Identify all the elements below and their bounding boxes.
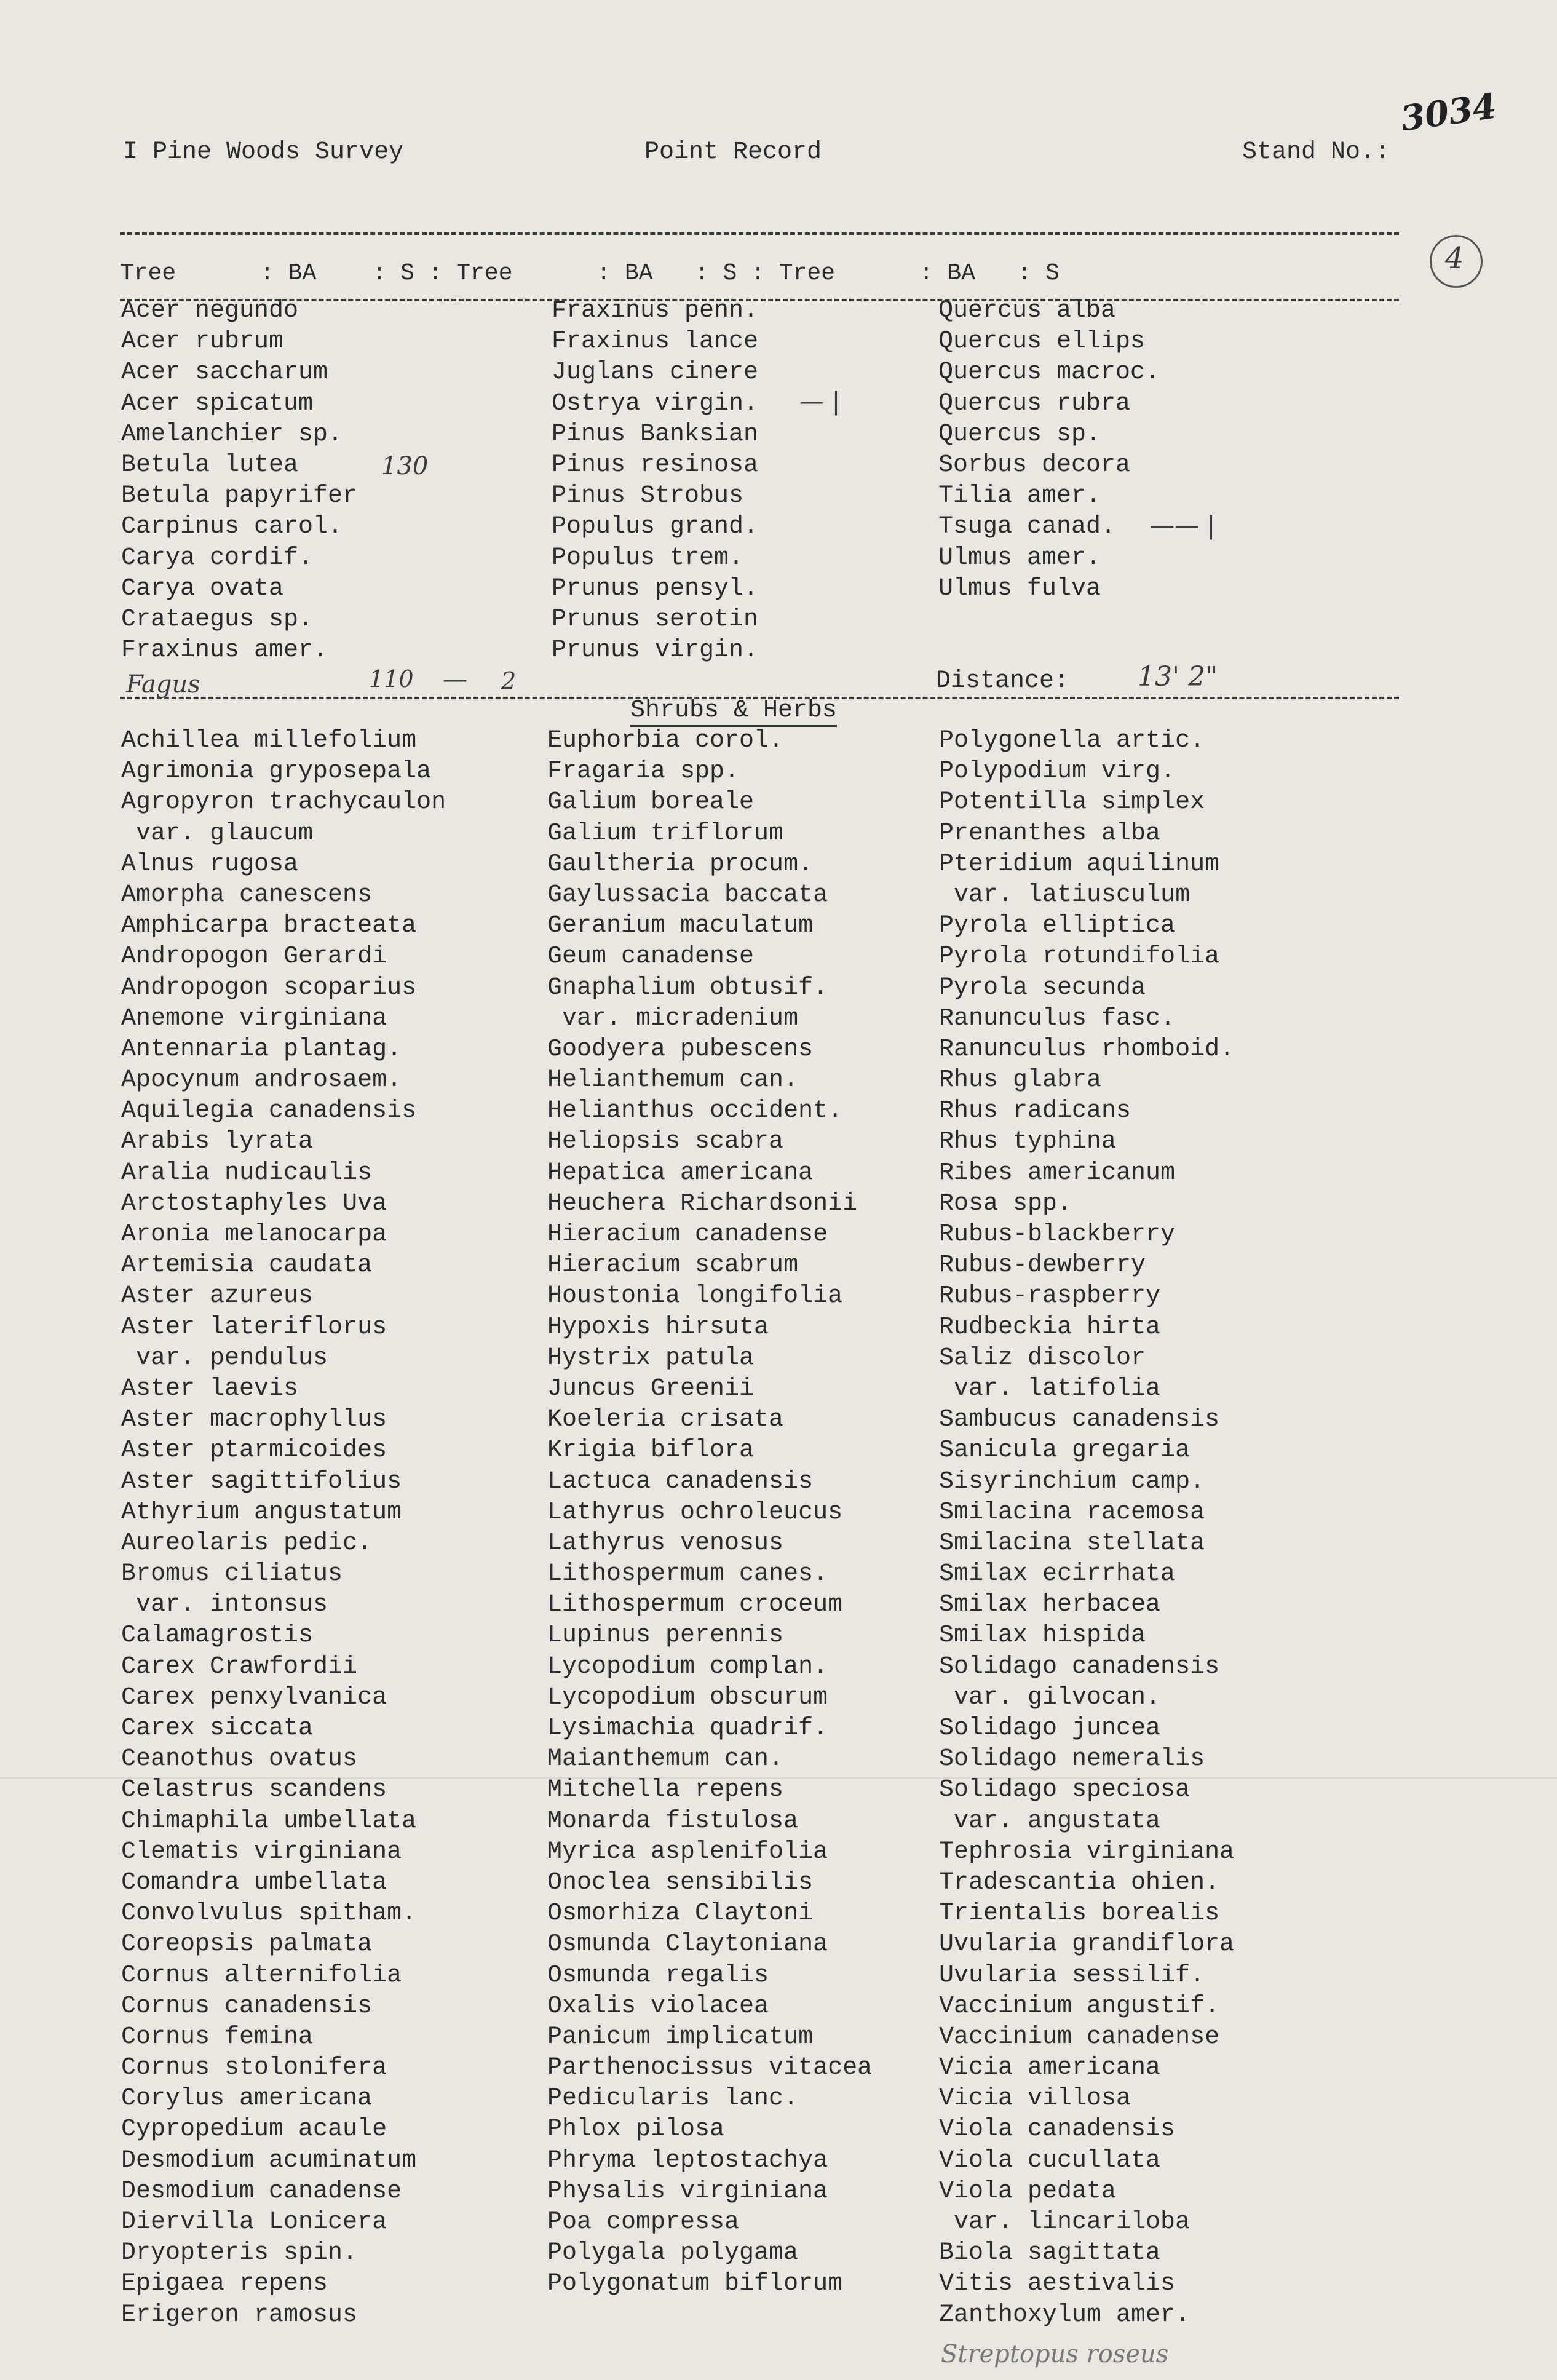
plant-item: Desmodium canadense [121, 2177, 402, 2205]
tree-item: Populus grand. [552, 513, 759, 541]
plant-item: Pyrola secunda [939, 974, 1146, 1002]
plant-item: Maianthemum can. [547, 1745, 784, 1774]
plant-item: Fragaria spp. [547, 758, 740, 786]
plant-item: Ribes americanum [939, 1159, 1176, 1187]
plant-item: Sanicula gregaria [939, 1437, 1191, 1465]
plant-item: Viola pedata [939, 2177, 1117, 2205]
handwritten-fagus: Fagus [126, 670, 200, 699]
plant-item: Aquilegia canadensis [121, 1097, 417, 1125]
plant-item: Sisyrinchium camp. [939, 1467, 1205, 1496]
tree-item: Prunus virgin. [552, 637, 759, 665]
plant-item: Rubus-raspberry [939, 1282, 1161, 1311]
plant-item: Solidago speciosa [939, 1776, 1191, 1804]
tree-item: Quercus rubra [938, 389, 1131, 418]
plant-item: Geranium maculatum [547, 912, 814, 940]
plant-item: Gaultheria procum. [547, 850, 814, 878]
distance-value: 13' 2" [1138, 661, 1218, 692]
plant-item: Uvularia grandiflora [939, 1930, 1235, 1959]
tree-item: Carya ovata [121, 574, 284, 603]
plant-item: Lithospermum croceum [547, 1591, 843, 1619]
tree-column-1 [121, 296, 357, 666]
plant-item: Athyrium angustatum [121, 1498, 402, 1526]
plant-item: Geum canadense [547, 943, 755, 971]
handwritten-ba-110: 110 [369, 665, 414, 692]
plant-item: var. pendulus [121, 1344, 328, 1372]
tree-item: Sorbus decora [938, 451, 1131, 479]
plant-item: Vitis aestivalis [939, 2270, 1176, 2298]
plant-item: Heliopsis scabra [547, 1128, 784, 1156]
plant-item: Uvularia sessilif. [939, 1961, 1205, 1989]
plant-item: Zanthoxylum amer. [939, 2301, 1191, 2329]
tree-column-2 [552, 296, 758, 666]
plant-item: Vicia americana [939, 2054, 1161, 2082]
plant-item: Diervilla Lonicera [121, 2208, 387, 2236]
plant-item: Helianthemum can. [547, 1066, 799, 1095]
handwritten-dash-110: — [443, 665, 467, 694]
plant-item: Lactuca canadensis [547, 1467, 814, 1496]
plant-item: Koeleria crisata [547, 1406, 784, 1434]
plant-item: Carex penxylvanica [121, 1683, 387, 1712]
plant-item: Cypropedium acaule [121, 2116, 387, 2144]
plant-item: Phryma leptostachya [547, 2146, 828, 2175]
tree-item: Quercus ellips [938, 328, 1146, 356]
plant-item: Pyrola rotundifolia [939, 943, 1220, 971]
record-type: Point Record [644, 138, 822, 166]
plant-item: Vaccinium angustif. [939, 1992, 1220, 2020]
plant-item: Anemone virginiana [121, 1004, 387, 1033]
plant-item: Erigeron ramosus [121, 2301, 358, 2329]
plant-item: Comandra umbellata [121, 1868, 387, 1897]
plant-item: Panicum implicatum [547, 2023, 814, 2051]
plant-item: Alnus rugosa [121, 850, 299, 878]
tree-item: Juglans cinere [552, 359, 759, 387]
plant-item: Chimaphila umbellata [121, 1807, 417, 1835]
tree-item: Carpinus carol. [121, 513, 343, 541]
plant-item: Osmunda regalis [547, 1961, 769, 1989]
tree-item: Fraxinus penn. [552, 297, 759, 325]
plant-item: var. latifolia [939, 1374, 1161, 1403]
plant-item: Polygala polygama [547, 2239, 799, 2267]
plant-item: Houstonia longifolia [547, 1282, 843, 1311]
plant-item: Agrimonia gryposepala [121, 758, 432, 786]
tree-item: Betula lutea [121, 451, 299, 479]
plant-item: Gaylussacia baccata [547, 881, 828, 909]
plant-item: Osmorhiza Claytoni [547, 1900, 814, 1928]
plant-item: Hystrix patula [547, 1344, 755, 1372]
tree-item: Quercus macroc. [938, 359, 1160, 387]
plant-item: Goodyera pubescens [547, 1035, 814, 1063]
tree-item: Ulmus fulva [938, 574, 1101, 603]
plant-item: Desmodium acuminatum [121, 2146, 417, 2175]
plant-item: Apocynum androsaem. [121, 1066, 402, 1095]
plant-item: var. lincariloba [939, 2208, 1191, 2236]
plant-item: var. intonsus [121, 1591, 328, 1619]
tree-item: Quercus alba [938, 297, 1116, 325]
plant-item: Lycopodium complan. [547, 1652, 828, 1681]
paper-fold [0, 1777, 1557, 1779]
plant-item: Viola cucullata [939, 2146, 1161, 2175]
plant-item: Parthenocissus vitacea [547, 2054, 873, 2082]
plant-item: Osmunda Claytoniana [547, 1930, 828, 1959]
plant-item: Tradescantia ohien. [939, 1868, 1220, 1897]
plant-item: Polygonella artic. [939, 727, 1205, 755]
plant-item: var. latiusculum [939, 881, 1191, 909]
plant-item: Smilacina stellata [939, 1529, 1205, 1557]
plant-item: Hypoxis hirsuta [547, 1313, 769, 1341]
tree-item: Amelanchier sp. [121, 420, 343, 448]
plant-item: Lycopodium obscurum [547, 1683, 828, 1712]
plant-item: Monarda fistulosa [547, 1807, 799, 1835]
plant-item: Rudbeckia hirta [939, 1313, 1161, 1341]
plant-item: Lathyrus venosus [547, 1529, 784, 1557]
plant-item: Potentilla simplex [939, 788, 1205, 817]
plant-item: Euphorbia corol. [547, 727, 784, 755]
tree-item: Crataegus sp. [121, 605, 314, 633]
plant-item: var. micradenium [547, 1004, 799, 1033]
plant-item: Amphicarpa bracteata [121, 912, 417, 940]
plant-item: Krigia biflora [547, 1437, 755, 1465]
plant-item: Andropogon scoparius [121, 974, 417, 1002]
plant-item: Ranunculus rhomboid. [939, 1035, 1235, 1063]
tree-column-3 [938, 296, 1160, 605]
plant-item: Smilax hispida [939, 1622, 1146, 1650]
plant-item: Achillea millefolium [121, 727, 417, 755]
tree-item: Prunus pensyl. [552, 574, 759, 603]
handwritten-streptopus: Streptopus roseus [941, 2340, 1169, 2368]
tree-item: Fraxinus amer. [121, 637, 328, 665]
tree-item: Acer spicatum [121, 389, 314, 418]
plant-item: Ranunculus fasc. [939, 1004, 1176, 1033]
top-dashed-rule [120, 232, 1399, 235]
plant-item: Aralia nudicaulis [121, 1159, 373, 1187]
plant-item: Smilax herbacea [939, 1591, 1161, 1619]
plant-item: Lupinus perennis [547, 1622, 784, 1650]
plant-item: Pedicularis lanc. [547, 2085, 799, 2113]
plant-item: Dryopteris spin. [121, 2239, 358, 2267]
plant-item: Myrica asplenifolia [547, 1838, 828, 1866]
plant-item: Calamagrostis [121, 1622, 314, 1650]
plant-item: Aster macrophyllus [121, 1406, 387, 1434]
plant-item: Galium boreale [547, 788, 755, 817]
tree-item: Fraxinus lance [552, 328, 759, 356]
tree-item: Pinus Strobus [552, 482, 744, 510]
tree-item: Ostrya virgin. [552, 389, 759, 418]
plant-item: Cornus femina [121, 2023, 314, 2051]
plant-item: Cornus alternifolia [121, 1961, 402, 1989]
plant-item: Ceanothus ovatus [121, 1745, 358, 1774]
plant-item: Solidago nemeralis [939, 1745, 1205, 1774]
plant-item: Vicia villosa [939, 2085, 1131, 2113]
plant-item: Carex siccata [121, 1715, 314, 1742]
plant-item: Smilax ecirrhata [939, 1560, 1176, 1589]
stand-label: Stand No.: [1242, 138, 1390, 166]
stand-number-handwritten: 3034 [1398, 85, 1499, 140]
plant-item: Aster azureus [121, 1282, 314, 1311]
plant-item: Pyrola elliptica [939, 912, 1176, 940]
plant-item: Gnaphalium obtusif. [547, 974, 828, 1002]
plant-item: var. angustata [939, 1807, 1161, 1835]
plant-item: Corylus americana [121, 2085, 373, 2113]
shrubs-column-3 [939, 726, 1234, 2331]
plant-item: Rubus-dewberry [939, 1251, 1146, 1280]
plant-item: Lysimachia quadrif. [547, 1715, 828, 1742]
plant-item: Amorpha canescens [121, 881, 373, 909]
plant-item: Aster sagittifolius [121, 1467, 402, 1496]
tree-item: Pinus resinosa [552, 451, 759, 479]
plant-item: Sambucus canadensis [939, 1406, 1220, 1434]
plant-item: Viola canadensis [939, 2116, 1176, 2144]
plant-item: Smilacina racemosa [939, 1498, 1205, 1526]
tree-item: Prunus serotin [552, 605, 759, 633]
plant-item: Cornus stolonifera [121, 2054, 387, 2082]
plant-item: Aster lateriflorus [121, 1313, 387, 1341]
shrubs-column-1 [121, 726, 446, 2331]
plant-item: Helianthus occident. [547, 1097, 843, 1125]
plant-item: Juncus Greenii [547, 1374, 755, 1403]
plant-item: Rubus-blackberry [939, 1221, 1176, 1248]
plant-item: Aureolaris pedic. [121, 1529, 373, 1557]
plant-item: Hieracium scabrum [547, 1251, 799, 1280]
plant-item: Phlox pilosa [547, 2116, 725, 2144]
plant-item: Oxalis violacea [547, 1992, 769, 2020]
handwritten-ba-130: 130 [381, 452, 429, 480]
plant-item: Solidago canadensis [939, 1652, 1220, 1681]
tree-item: Ulmus amer. [938, 544, 1101, 572]
plant-item: Rhus glabra [939, 1066, 1102, 1095]
plant-item: Celastrus scandens [121, 1776, 387, 1804]
handwritten-dash-tsuga: —— | [1150, 512, 1216, 540]
tree-item: Quercus sp. [938, 420, 1101, 448]
tree-item: Tilia amer. [938, 482, 1101, 510]
plant-item: var. gilvocan. [939, 1683, 1161, 1712]
tree-item: Acer rubrum [121, 328, 284, 356]
tree-item: Acer negundo [121, 297, 299, 325]
plant-item: Hepatica americana [547, 1159, 814, 1187]
plant-item: Arabis lyrata [121, 1128, 314, 1156]
plant-item: Andropogon Gerardi [121, 943, 387, 971]
plant-item: Pteridium aquilinum [939, 850, 1220, 878]
plant-item: Lithospermum canes. [547, 1560, 828, 1589]
plant-item: Galium triflorum [547, 819, 784, 847]
plant-item: Heuchera Richardsonii [547, 1189, 858, 1218]
plant-item: Bromus ciliatus [121, 1560, 343, 1589]
plant-item: Agropyron trachycaulon [121, 788, 446, 817]
plant-item: Polypodium virg. [939, 758, 1176, 786]
plant-item: Prenanthes alba [939, 819, 1161, 847]
plant-item: Hieracium canadense [547, 1221, 828, 1248]
plant-item: Rosa spp. [939, 1189, 1072, 1218]
plant-item: Lathyrus ochroleucus [547, 1498, 843, 1526]
plant-item: Tephrosia virginiana [939, 1838, 1235, 1866]
plant-item: Rhus radicans [939, 1097, 1131, 1125]
tree-item: Acer saccharum [121, 359, 328, 387]
handwritten-dash-ostrya: — | [799, 387, 841, 416]
handwritten-s-2: 2 [501, 667, 517, 694]
tree-item: Betula papyrifer [121, 482, 358, 510]
plant-item: Convolvulus spitham. [121, 1900, 417, 1928]
survey-title: I Pine Woods Survey [123, 138, 404, 166]
plant-item: Solidago juncea [939, 1715, 1161, 1742]
plant-item: Arctostaphyles Uva [121, 1189, 387, 1218]
plant-item: Clematis virginiana [121, 1838, 402, 1866]
plant-item: Aster laevis [121, 1374, 299, 1403]
plant-item: Vaccinium canadense [939, 2023, 1220, 2051]
plant-item: Aronia melanocarpa [121, 1221, 387, 1248]
circled-number: 4 [1445, 241, 1464, 276]
tree-item: Tsuga canad. [938, 513, 1116, 541]
tree-item: Pinus Banksian [552, 420, 759, 448]
plant-item: Rhus typhina [939, 1128, 1117, 1156]
plant-item: Coreopsis palmata [121, 1930, 373, 1959]
plant-item: Polygonatum biflorum [547, 2270, 843, 2298]
plant-item: Poa compressa [547, 2208, 740, 2236]
tree-item: Populus trem. [552, 544, 744, 572]
plant-item: Physalis virginiana [547, 2177, 828, 2205]
plant-item: Biola sagittata [939, 2239, 1161, 2267]
tree-item: Carya cordif. [121, 544, 314, 572]
plant-item: Epigaea repens [121, 2270, 328, 2298]
plant-item: Antennaria plantag. [121, 1035, 402, 1063]
plant-item: Artemisia caudata [121, 1251, 373, 1280]
plant-item: Onoclea sensibilis [547, 1868, 814, 1897]
plant-item: var. glaucum [121, 819, 314, 847]
plant-item: Trientalis borealis [939, 1900, 1220, 1928]
plant-item: Mitchella repens [547, 1776, 784, 1804]
shrubs-heading: Shrubs & Herbs [630, 697, 837, 727]
plant-item: Carex Crawfordii [121, 1652, 358, 1681]
shrubs-column-2 [547, 726, 872, 2300]
distance-label: Distance: [936, 667, 1069, 695]
plant-item: Saliz discolor [939, 1344, 1146, 1372]
plant-item: Cornus canadensis [121, 1992, 373, 2020]
plant-item: Aster ptarmicoides [121, 1437, 387, 1465]
tree-column-header: Tree : BA : S : Tree : BA : S : Tree : BA : S [120, 260, 1060, 287]
